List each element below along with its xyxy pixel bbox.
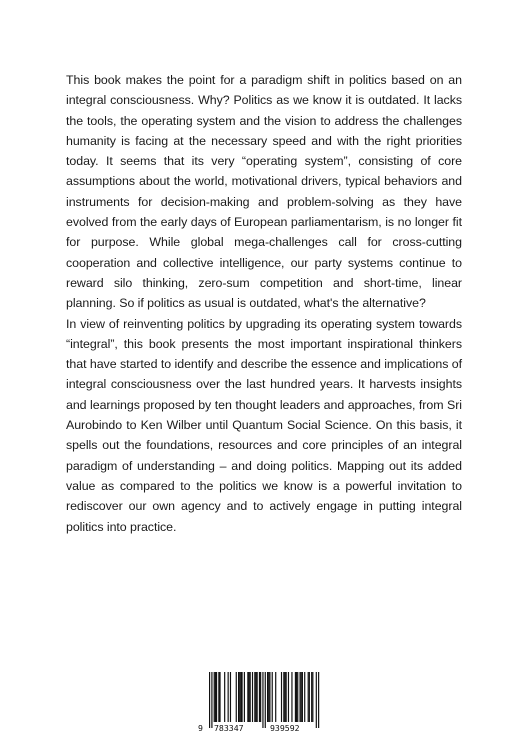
barcode-bar — [250, 672, 251, 722]
barcode-bar — [311, 672, 312, 722]
barcode-bar — [252, 672, 253, 722]
barcode-bar — [295, 672, 296, 722]
barcode-bar — [216, 672, 217, 722]
barcode-bar — [308, 672, 309, 722]
isbn-left-group: 783347 — [214, 723, 244, 733]
barcode-bar — [254, 672, 255, 722]
barcode-bar — [247, 672, 248, 722]
barcode-bar — [262, 672, 263, 728]
barcode-bar — [228, 672, 229, 722]
barcode-bar — [230, 672, 231, 722]
barcode-bar — [255, 672, 256, 722]
barcode-bar — [281, 672, 282, 722]
barcode-bar — [215, 672, 216, 722]
barcode-bar — [299, 672, 300, 722]
barcode-bar — [304, 672, 305, 722]
barcode-bar — [297, 672, 298, 722]
isbn-lead-digit: 9 — [198, 723, 203, 733]
barcode-bar — [259, 672, 260, 722]
barcode-bar — [301, 672, 302, 722]
barcode-bar — [318, 672, 319, 728]
barcode-bar — [269, 672, 270, 722]
barcode-bar — [219, 672, 220, 722]
barcode-bar — [272, 672, 273, 722]
barcode-bar — [211, 672, 212, 728]
barcode-bar — [283, 672, 284, 722]
barcode-bar — [286, 672, 287, 722]
barcode-bar — [312, 672, 313, 722]
blurb-paragraph-2: In view of reinventing politics by upgrading its operating system towards “integral”, this book presents the most important inspirational thinkers that have started to identify and describe the essence and implications of integral consciousness over the last hundred years. It harvests insights and learnings proposed by ten thought leaders and approaches, from Sri Aurobindo to Ken Wilber until Quantum Social Science. On this basis, it spells out the foundations, resources and core principles of an integral paradigm of understanding – and doing politics. Mapping out its added value as compared to the politics we know is a powerful invitation to rediscover our own agency and to actively engage in putting integral politics into practice. — [66, 316, 462, 534]
barcode-bar — [209, 672, 210, 728]
barcode-bar — [248, 672, 249, 722]
barcode-bar — [302, 672, 303, 722]
barcode-bar — [241, 672, 242, 722]
barcode-bar — [214, 672, 215, 722]
blurb-paragraph-1: This book makes the point for a paradigm shift in politics based on an integral consciousness. Why? Politics as we know it is outdated. It lacks the tools, the operating system and the vision to address the challenges humanity is facing at the necessary speed and with the right priorities today. It seems that its very “operating system”, consisting of core assumptions about the world, motivational drivers, typical behaviors and instruments for decision-making and problem-solving as they have evolved from the early days of European parliamentarism, is no longer fit for purpose. While global mega-challenges call for cross-cutting cooperation and collective intelligence, our party systems continue to reward silo thinking, zero-sum competition and short-time, linear planning. So if politics as usual is outdated, what's the alternative? — [66, 73, 462, 311]
barcode-bar — [240, 672, 241, 722]
barcode-bar — [260, 672, 261, 722]
barcode-bar — [267, 672, 268, 722]
barcode-bar — [268, 672, 269, 722]
barcode-bar — [238, 672, 239, 722]
barcode-bar — [296, 672, 297, 722]
isbn-number — [197, 722, 321, 734]
isbn-barcode — [197, 672, 321, 734]
barcode-bar — [236, 672, 237, 722]
isbn-right-group: 939592 — [270, 723, 300, 733]
barcode-bars — [197, 672, 321, 728]
barcode-bar — [257, 672, 258, 722]
barcode-bar — [244, 672, 245, 722]
barcode-bar — [239, 672, 240, 722]
barcode-bar — [265, 672, 266, 728]
back-cover-blurb — [66, 70, 462, 537]
barcode-bar — [309, 672, 310, 722]
barcode-bar — [288, 672, 289, 722]
barcode-bar — [284, 672, 285, 722]
barcode-bar — [224, 672, 225, 722]
barcode-bar — [275, 672, 276, 722]
barcode-bar — [218, 672, 219, 722]
barcode-bar — [316, 672, 317, 728]
barcode-bar — [291, 672, 292, 722]
